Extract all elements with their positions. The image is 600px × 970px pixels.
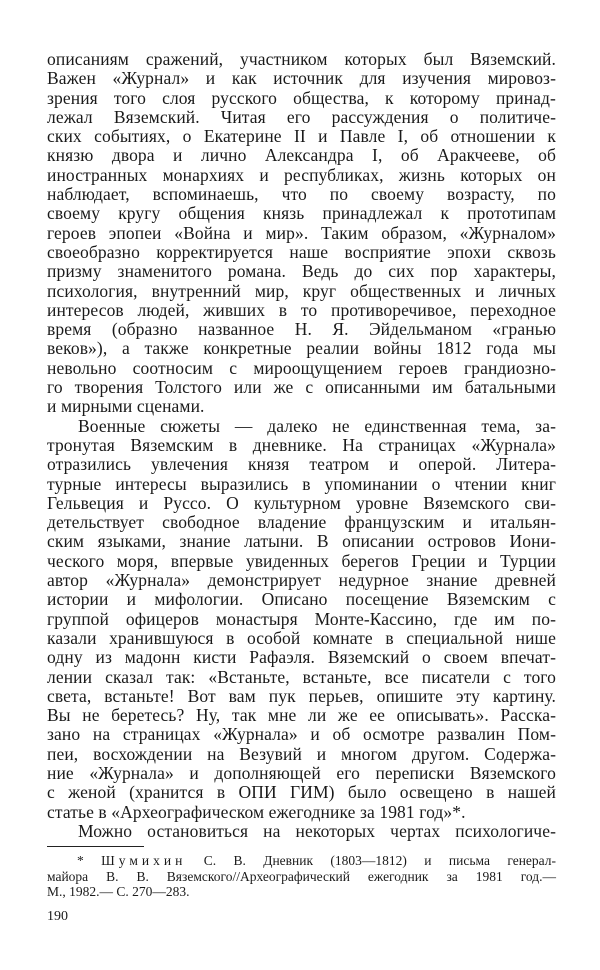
text-line: зано на страницах «Журнала» и об осмотре развалин Пом- xyxy=(47,724,556,745)
text-line: го творения Толстого или же с описанными им батальными xyxy=(47,377,556,398)
text-line: своему кругу общения князь принадлежал к прототипам xyxy=(47,203,556,224)
text-line: отразились увлечения князя театром и оперой. Литера- xyxy=(47,454,556,475)
text-line: турные интересы выразились в упоминании о чтении книг xyxy=(47,473,556,494)
text-line: света, встаньте! Вот вам пук перьев, опишите эту картину. xyxy=(47,685,556,706)
text-line: своеобразно корректируется наше восприятие эпохи сквозь xyxy=(47,241,556,262)
text-line: Можно остановиться на некоторых чертах психологиче- xyxy=(78,820,556,841)
text-line: ческого моря, впервые увиденных берегов Греции и Турции xyxy=(47,550,556,571)
text-line: психология, внутренний мир, круг общественных и личных xyxy=(47,280,556,301)
text-line: призму знаменитого романа. Ведь до сих пор характеры, xyxy=(47,261,556,282)
text-line: истории и мифологии. Описано посещение Вяземским с xyxy=(47,589,556,610)
text-line: зрения того слоя русского общества, к которому принад- xyxy=(47,87,556,108)
text-line: ских событиях, о Екатерине II и Павле I, об отношении к xyxy=(47,126,556,147)
paragraph xyxy=(47,417,556,822)
text-line: пеи, восхождении на Везувий и многом другом. Содержа- xyxy=(47,743,556,764)
paragraph xyxy=(47,822,556,841)
text-line: наблюдает, вспоминаешь, что по своему возрасту, по xyxy=(47,184,556,205)
text-line: ским языками, знание латыни. В описании островов Иони- xyxy=(47,531,556,552)
paragraph xyxy=(47,50,556,417)
text-line: князю двора и лично Александра I, об Аракчееве, об xyxy=(47,145,556,166)
text-line: ние «Журнала» и дополняющей его переписки Вяземского xyxy=(47,762,556,783)
text-line: иностранных монархиях и республиках, жизнь которых он xyxy=(47,164,556,185)
footnote-line xyxy=(47,853,556,869)
text-line: интересов людей, живших в то противоречивое, переходное xyxy=(47,299,556,320)
page-number: 190 xyxy=(47,909,68,924)
text-line: невольно соотносим с мироощущением героев грандиозно- xyxy=(47,357,556,378)
text-line: веков»), а также конкретные реалии войны 1812 года мы xyxy=(47,338,556,359)
body-text xyxy=(47,50,556,841)
text-line: Гельвеция и Руссо. О культурном уровне Вяземского сви- xyxy=(47,492,556,513)
text-line: группой офицеров монастыря Монте-Кассино, где им по- xyxy=(47,608,556,629)
text-line: одну из мадонн кисти Рафаэля. Вяземский о своем впечат- xyxy=(47,647,556,668)
footnote-marker: * xyxy=(77,853,84,868)
footnote-divider xyxy=(47,846,144,847)
text-line: автор «Журнала» демонстрирует недурное знание древней xyxy=(47,570,556,591)
footnote-line: М., 1982.— С. 270—283. xyxy=(47,884,190,899)
text-line: казали хранившуюся в особой комнате в специальной нише xyxy=(47,627,556,648)
text-line: с женой (хранится в ОПИ ГИМ) было освещено в нашей xyxy=(47,782,556,803)
text-line: тронутая Вяземским в дневнике. На страницах «Журнала» xyxy=(47,434,556,455)
footnote-author: Шумихин xyxy=(101,853,187,868)
footnote-line: майора В. В. Вяземского//Археографический ежегодник за 1981 год.— xyxy=(47,868,556,884)
text-line: детельствует свободное владение французским и итальян- xyxy=(47,512,556,533)
text-line: статье в «Археографическом ежегоднике за 1981 год»*. xyxy=(47,801,466,822)
text-line: лении сказал так: «Встаньте, встаньте, все писатели с того xyxy=(47,666,556,687)
footnote-text: С. В. Дневник (1803—1812) и письма генерал- xyxy=(203,853,557,868)
text-line: героев эпопеи «Война и мир». Таким образом, «Журналом» xyxy=(47,222,556,243)
text-line: Вы не беретесь? Ну, так мне ли же ее описывать». Расска- xyxy=(47,705,556,726)
text-line: и мирными сценами. xyxy=(47,396,205,417)
text-line: Важен «Журнал» и как источник для изучения мировоз- xyxy=(47,68,556,89)
text-line: описаниям сражений, участником которых был Вяземский. xyxy=(47,49,556,69)
text-line: время (образно названное Н. Я. Эйдельманом «гранью xyxy=(47,319,556,340)
footnote xyxy=(47,853,556,900)
text-line: Военные сюжеты — далеко не единственная тема, за- xyxy=(78,415,556,436)
text-line: лежал Вяземский. Читая его рассуждения о политиче- xyxy=(47,106,556,127)
